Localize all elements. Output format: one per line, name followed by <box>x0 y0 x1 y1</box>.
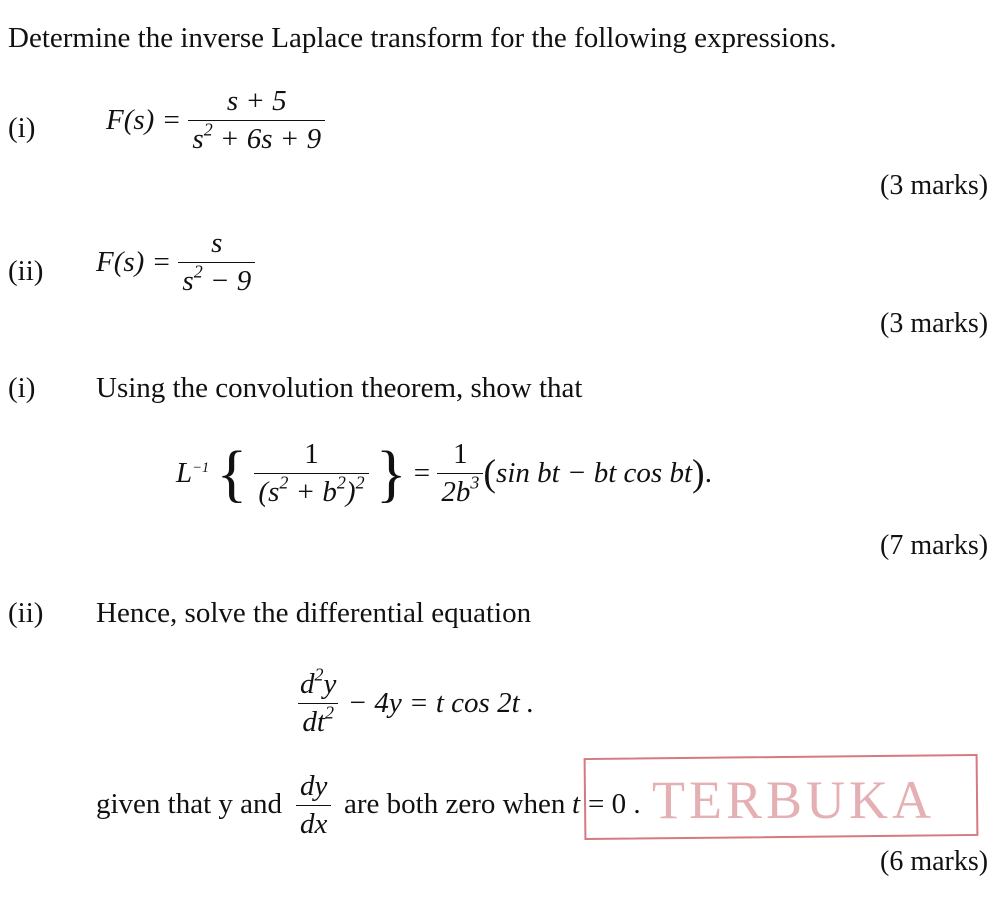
question-label: (ii) <box>8 255 44 287</box>
numerator: s <box>211 227 223 259</box>
marks-label: (6 marks) <box>880 846 989 877</box>
convolution-equation: $L^{-1}$ { $\frac{1}{(s^2 + b^2)^2}$ } = $\frac{1}{2b^3}$ (sin bt − bt cos bt). <box>176 437 712 509</box>
question-label: (i) <box>8 372 36 404</box>
denominator: $s^2 - 9$ <box>178 262 255 298</box>
marks-label: (7 marks) <box>880 530 989 561</box>
differential-equation: $\frac{d^2y}{dt^2}$ − 4y = t cos 2t . <box>300 664 535 738</box>
question-label: (ii) <box>8 597 44 629</box>
condition-text-b: are both zero when <box>344 788 566 820</box>
instruction-text: Determine the inverse Laplace transform for the following expressions. <box>8 22 837 54</box>
marks-label: (3 marks) <box>880 308 989 339</box>
question-text: Using the convolution theorem, show that <box>96 372 583 404</box>
stamp-text: TERBUKA <box>652 770 935 830</box>
question-text: Hence, solve the differential equation <box>96 597 532 629</box>
numerator: 1 <box>304 438 319 470</box>
denominator: $(s^2 + b^2)^2$ <box>254 473 368 509</box>
numerator: s + 5 <box>226 85 287 117</box>
marks-label: (3 marks) <box>880 170 989 201</box>
equation-f2: F(s) = $\frac{s}{s^2 - 9}$ <box>96 227 255 298</box>
equation-f1: F(s) = $\frac{s + 5}{s^2 + 6s + 9}$ <box>106 85 325 156</box>
condition-var: t <box>572 788 581 820</box>
question-label: (i) <box>8 112 36 144</box>
condition-text-a: given that y and <box>96 788 283 820</box>
condition-value: = 0 . <box>588 788 641 820</box>
dy-dx-fraction: $\frac{dy}{dx}$ <box>296 770 331 841</box>
denominator: $s^2 + 6s + 9$ <box>188 120 325 156</box>
